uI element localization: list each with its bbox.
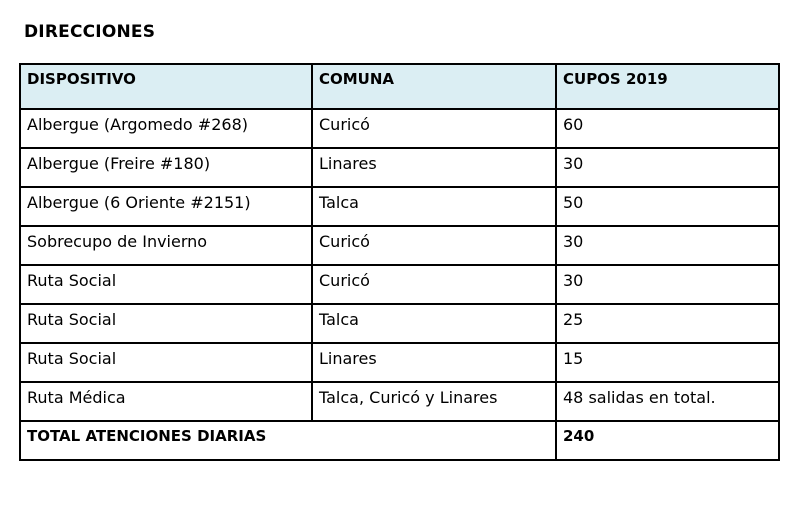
table-row [20,265,779,304]
capacity-table [19,63,780,461]
cell-dispositivo: Albergue (Freire #180) [20,148,312,187]
cell-dispositivo: Sobrecupo de Invierno [20,226,312,265]
column-header-cupos: CUPOS 2019 [556,64,779,109]
column-header-comuna: COMUNA [312,64,556,109]
total-row [20,421,779,460]
cell-cupos: 50 [556,187,779,226]
cell-cupos: 15 [556,343,779,382]
cell-comuna: Curicó [312,109,556,148]
cell-dispositivo: Ruta Social [20,265,312,304]
table-header-row [20,64,779,109]
table-row [20,109,779,148]
table-row [20,382,779,421]
table-row [20,148,779,187]
total-value: 240 [556,421,779,460]
cell-comuna: Curicó [312,265,556,304]
cell-comuna: Talca, Curicó y Linares [312,382,556,421]
section-heading: DIRECCIONES [24,22,156,42]
cell-cupos: 30 [556,226,779,265]
table-row [20,343,779,382]
cell-cupos: 48 salidas en total. [556,382,779,421]
total-label: TOTAL ATENCIONES DIARIAS [20,421,556,460]
cell-dispositivo: Ruta Médica [20,382,312,421]
table-row [20,226,779,265]
cell-cupos: 30 [556,265,779,304]
cell-comuna: Talca [312,304,556,343]
cell-comuna: Linares [312,343,556,382]
column-header-dispositivo: DISPOSITIVO [20,64,312,109]
cell-cupos: 25 [556,304,779,343]
cell-dispositivo: Albergue (6 Oriente #2151) [20,187,312,226]
cell-dispositivo: Ruta Social [20,343,312,382]
cell-cupos: 30 [556,148,779,187]
cell-comuna: Linares [312,148,556,187]
cell-comuna: Talca [312,187,556,226]
cell-comuna: Curicó [312,226,556,265]
cell-dispositivo: Albergue (Argomedo #268) [20,109,312,148]
cell-dispositivo: Ruta Social [20,304,312,343]
table-row [20,304,779,343]
table-row [20,187,779,226]
cell-cupos: 60 [556,109,779,148]
